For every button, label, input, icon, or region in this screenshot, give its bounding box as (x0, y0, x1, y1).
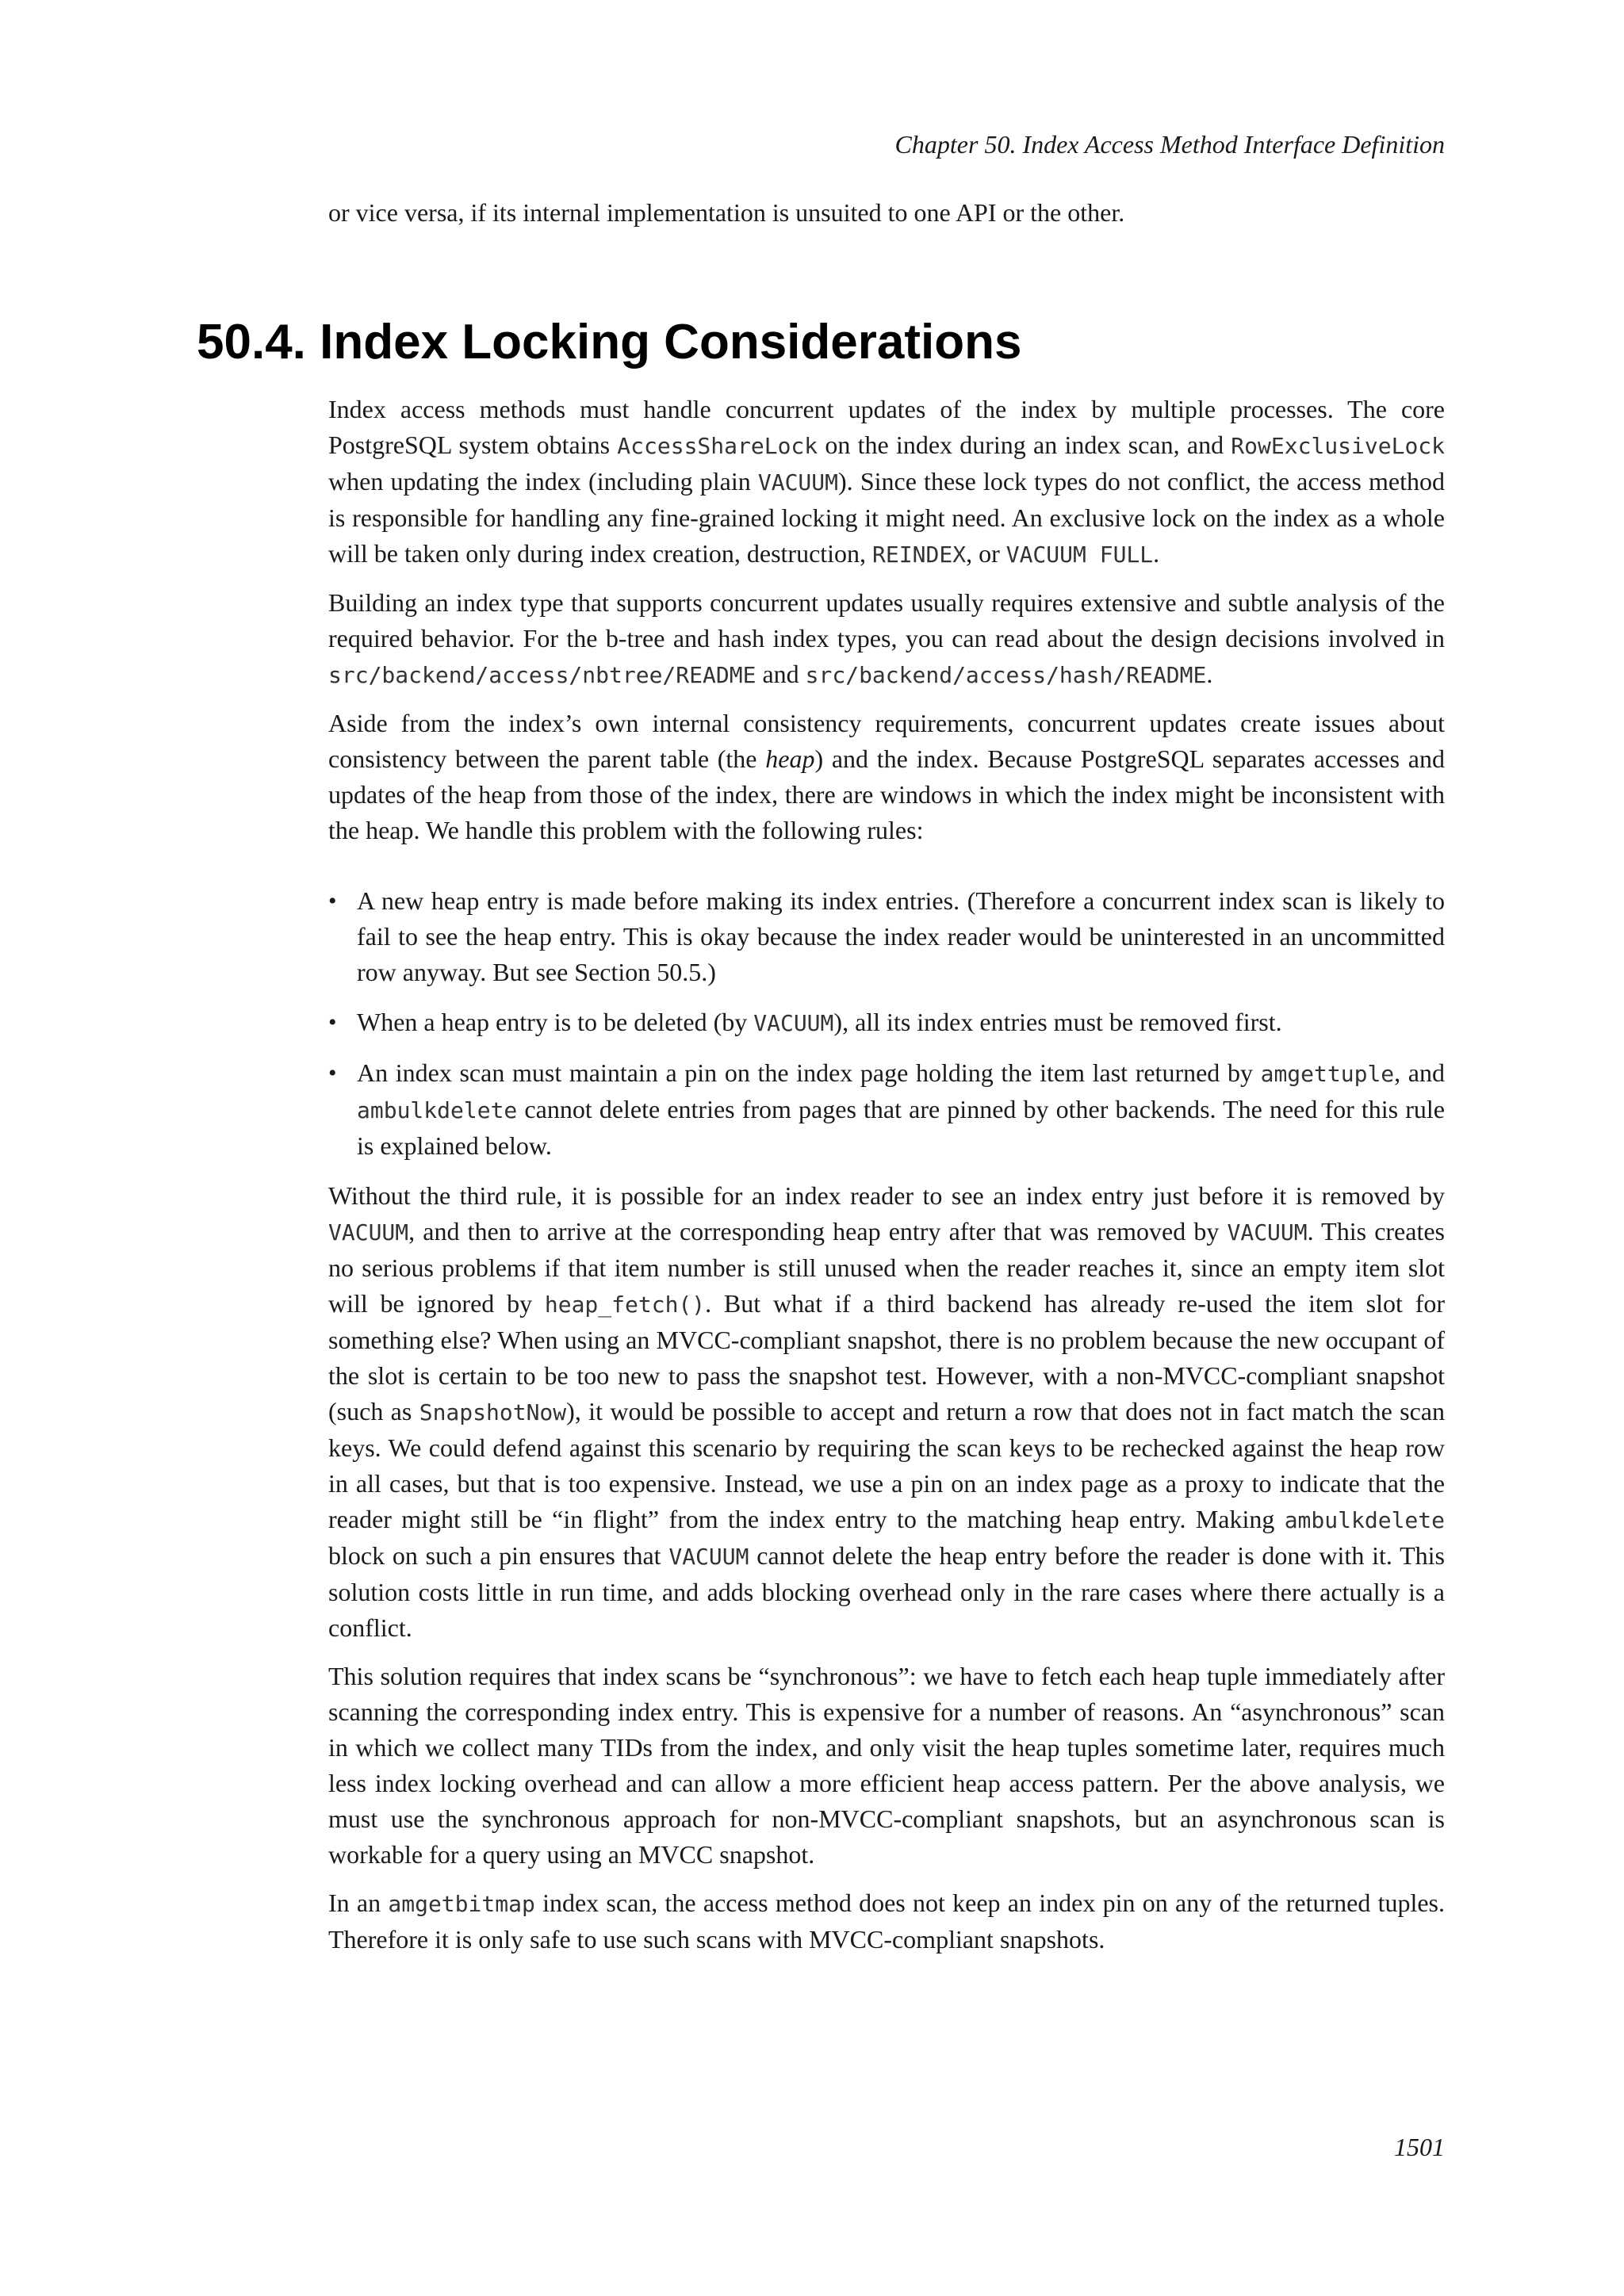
intro-paragraph (328, 195, 1445, 231)
code-vacuum: VACUUM (757, 469, 839, 496)
code-ambulkdelete: ambulkdelete (1284, 1507, 1445, 1533)
paragraph-third-rule: Without the third rule, it is possible for an index reader to see an index entry just before it is removed by VACUUM, and then to arrive at the corresponding heap entry after that was removed by VACUUM. This creates no serious problems if that item number is still unused when the reader reaches it, since an empty item slot will be ignored by heap_fetch(). But what if a third backend has already re-used the item slot for something else? When using an MVCC-compliant snapshot, there is no problem because the new occupant of the slot is certain to be too new to pass the snapshot test. However, with a non-MVCC-compliant snapshot (such as SnapshotNow), it would be possible to accept and return a row that does not in fact match the scan keys. We could defend against this scenario by requiring the scan keys to be rechecked against the heap row in all cases, but that is too expensive. Instead, we use a pin on an index page as a proxy to indicate that the reader might still be “in flight” from the index entry to the matching heap entry. Making ambulkdelete block on such a pin ensures that VACUUM cannot delete the heap entry before the reader is done with it. This solution costs little in run time, and adds blocking overhead only in the rare cases where there actually is a conflict. (328, 1181, 1446, 1642)
code-vacuum: VACUUM (753, 1010, 834, 1036)
rule-text: A new heap entry is made before making its index entries. (Therefore a concurrent index scan is likely to fail to see the heap entry. This is okay because the index reader would be uninterested in an uncommitted row anyway. But see Section 50.5.) (357, 886, 1445, 986)
intro-text: or vice versa, if its internal implementation is unsuited to one API or the other. (328, 198, 1125, 227)
rules-list (328, 883, 1445, 1164)
rule-item (328, 1055, 1445, 1164)
code-amgetbitmap: amgetbitmap (388, 1891, 535, 1917)
code-amgettuple: amgettuple (1260, 1061, 1395, 1087)
bullet-icon: • (328, 1060, 337, 1086)
code-vacuum: VACUUM (328, 1219, 409, 1246)
rule-item (328, 1004, 1445, 1041)
code-vacuum: VACUUM (1227, 1219, 1308, 1246)
code-reindex: REINDEX (872, 541, 967, 568)
code-hash-readme-path: src/backend/access/hash/README (805, 662, 1207, 688)
paragraph-consistency: Aside from the index’s own internal consistency requirements, concurrent updates create issues about consistency between the parent table (the heap) and the index. Because PostgreSQL separates accesses and updates of the heap from those of the index, there are windows in which the index might be inconsistent with the heap. We handle this problem with the following rules: (328, 709, 1446, 844)
code-accesssharelock: AccessShareLock (617, 433, 818, 459)
code-heap-fetch: heap_fetch() (544, 1292, 706, 1318)
paragraph-synchronous: This solution requires that index scans be “synchronous”: we have to fetch each heap tuple immediately after scanning the corresponding index entry. This is expensive for a number of reasons. An “asynchronous” scan in which we collect many TIDs from the index, and only visit the heap tuples sometime later, requires much less index locking overhead and can allow a more efficient heap access pattern. Per the above analysis, we must use the synchronous approach for non-MVCC-compliant snapshots, but an asynchronous scan is workable for a query using an MVCC snapshot. (328, 1662, 1445, 1869)
page-number: 1501 (1394, 2133, 1445, 2161)
bullet-icon: • (328, 888, 337, 914)
running-header: Chapter 50. Index Access Method Interface Definition (894, 130, 1445, 159)
emphasis-heap: heap (765, 744, 815, 773)
paragraph-design-docs: Building an index type that supports concurrent updates usually requires extensive and subtle analysis of the required behavior. For the b-tree and hash index types, you can read about the design decisions involved in src/backend/access/nbtree/README and src/backend/access/hash/README. (328, 588, 1445, 688)
rule-text: An index scan must maintain a pin on the index page holding the item last returned by amgettuple, and ambulkdelete cannot delete entries from pages that are pinned by other backends. The need for this rule is explained below. (357, 1058, 1446, 1160)
code-rowexclusivelock: RowExclusiveLock (1231, 433, 1446, 459)
code-vacuum-full: VACUUM FULL (1005, 541, 1154, 568)
paragraph-locking-overview: Index access methods must handle concurrent updates of the index by multiple processes. The core PostgreSQL system obtains AccessShareLock on the index during an index scan, and RowExclusiveLock when updating the index (including plain VACUUM). Since these lock types do not conflict, the access method is responsible for handling any fine-grained locking it might need. An exclusive lock on the index as a whole will be taken only during index creation, destruction, REINDEX, or VACUUM FULL. (328, 395, 1446, 568)
bullet-icon: • (328, 1009, 337, 1035)
code-ambulkdelete: ambulkdelete (357, 1097, 518, 1123)
section-title: 50.4. Index Locking Considerations (197, 315, 1022, 369)
paragraph-amgetbitmap: In an amgetbitmap index scan, the access method does not keep an index pin on any of the returned tuples. Therefore it is only safe to use such scans with MVCC-compliant snapshots. (328, 1888, 1446, 1954)
code-vacuum: VACUUM (668, 1544, 749, 1570)
rule-item (328, 883, 1445, 990)
rule-text: When a heap entry is to be deleted (by VACUUM), all its index entries must be removed first. (357, 1008, 1282, 1036)
section-body (328, 392, 1445, 1970)
code-nbtree-readme-path: src/backend/access/nbtree/README (328, 662, 756, 688)
code-snapshotnow: SnapshotNow (419, 1399, 567, 1425)
